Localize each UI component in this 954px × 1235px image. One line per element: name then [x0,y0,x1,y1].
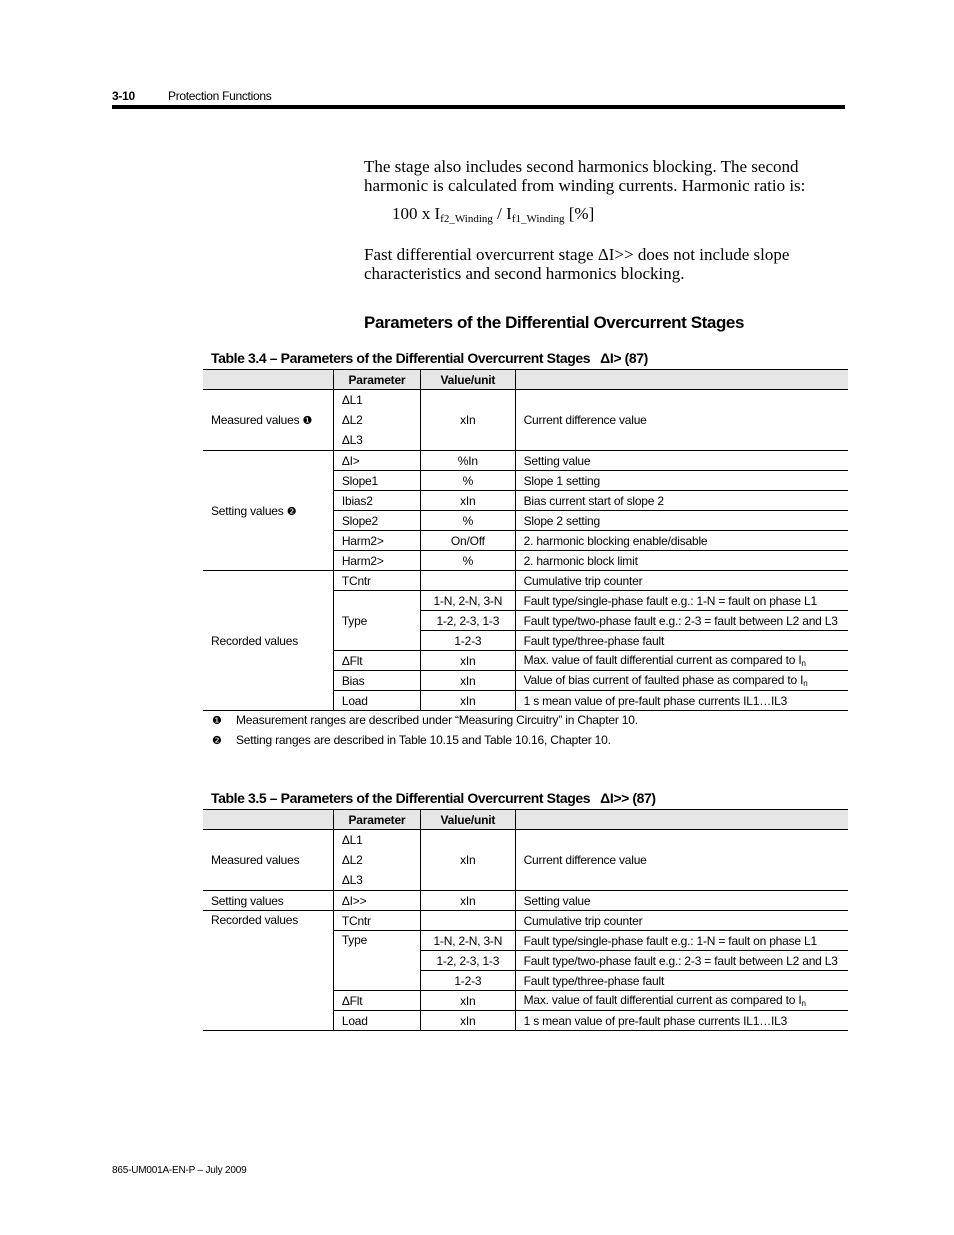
param-type: Type [333,591,420,651]
footnote-marker-2: ❷ [286,505,297,518]
paragraph-harmonics: The stage also includes second harmonics blocking. The second harmonic is calculated from winding currents. Harmonic ratio is: [364,157,806,195]
header-parameter: Parameter [333,810,420,830]
description-cell: Bias current start of slope 2 [515,491,848,511]
param-cell: TCntr [333,571,420,591]
description-cell: Cumulative trip counter [515,911,848,931]
unit-cell: xIn [421,651,516,671]
description-cell: Fault type/two-phase fault e.g.: 2-3 = fault between L2 and L3 [515,611,848,631]
table-header-row [203,370,848,390]
table-3-4 [203,369,848,711]
description-cell: 2. harmonic blocking enable/disable [515,531,848,551]
param-dl2: ΔL2 [341,853,363,867]
table-3-5-caption-text: Table 3.5 – Parameters of the Differential Overcurrent Stages [211,790,591,806]
param-dl2: ΔL2 [341,413,363,427]
header-description [515,810,848,830]
page-number: 3-10 [112,89,135,103]
table-3-5 [203,809,848,1031]
description-cell: Setting value [515,451,848,471]
param-cell: Load [333,1011,420,1031]
param-cell: ΔI>> [333,891,420,911]
paragraph-fast-stage: Fast differential overcurrent stage ΔI>> does not include slope characteristics and second harmonics blocking. [364,245,790,283]
measured-unit: xIn [421,830,516,891]
harmonic-ratio-formula [392,204,594,229]
unit-cell: xIn [421,491,516,511]
description-cell: Fault type/single-phase fault e.g.: 1-N = fault on phase L1 [515,931,848,951]
table-3-5-caption [211,790,656,806]
table-row [203,571,848,591]
param-dl1: ΔL1 [341,393,363,407]
formula-subscript-f1: f1_Winding [511,213,565,225]
table-3-4-caption-symbol: ΔI> (87) [600,350,648,366]
param-cell: Harm2> [333,531,420,551]
measured-description: Current difference value [515,390,848,451]
formula-prefix: 100 x I [392,204,441,223]
description-cell: Fault type/single-phase fault e.g.: 1-N = fault on phase L1 [515,591,848,611]
description-cell: 1 s mean value of pre-fault phase currents IL1…IL3 [515,691,848,711]
header-group [203,370,333,390]
measured-unit: xIn [421,390,516,451]
param-dl3: ΔL3 [341,873,363,887]
footnote-2-text: Setting ranges are described in Table 10.15 and Table 10.16, Chapter 10. [236,733,611,747]
param-cell: ΔFlt [333,991,420,1011]
table-header-row [203,810,848,830]
param-cell: Slope2 [333,511,420,531]
unit-cell: % [421,471,516,491]
group-recorded-values: Recorded values [203,911,333,1031]
formula-suffix: [%] [564,204,595,223]
description-cell: Cumulative trip counter [515,571,848,591]
unit-cell [421,911,516,931]
footnote-marker-1: ❶ [302,415,313,427]
param-dl1: ΔL1 [341,833,363,847]
table-row [203,911,848,931]
unit-cell: % [421,511,516,531]
param-type: Type [333,931,420,991]
unit-cell: 1-2, 2-3, 1-3 [421,951,516,971]
unit-cell: %In [421,451,516,471]
param-cell: Slope1 [333,471,420,491]
table-row [203,451,848,471]
unit-cell: 1-N, 2-N, 3-N [421,931,516,951]
table-3-4-caption [211,350,648,366]
header-parameter: Parameter [333,370,420,390]
table-3-4-caption-text: Table 3.4 – Parameters of the Differential Overcurrent Stages [211,350,591,366]
header-description [515,370,848,390]
unit-cell: % [421,551,516,571]
footnote-1-text: Measurement ranges are described under “Measuring Circuitry” in Chapter 10. [236,713,638,727]
formula-mid: / I [492,204,512,223]
formula-subscript-f2: f2_Winding [440,213,493,225]
unit-cell: 1-2-3 [421,971,516,991]
measured-params-cell [333,390,420,451]
section-heading: Parameters of the Differential Overcurrent Stages [364,313,745,332]
table-3-5-caption-symbol: ΔI>> (87) [600,790,656,806]
unit-cell [421,571,516,591]
description-cell: Max. value of fault differential current as compared to In [515,991,848,1011]
header-value-unit: Value/unit [421,370,516,390]
footnote-2-marker: ❷ [212,735,222,747]
param-cell: Harm2> [333,551,420,571]
unit-cell: xIn [421,991,516,1011]
description-cell: 2. harmonic block limit [515,551,848,571]
param-cell: Bias [333,671,420,691]
table-row [203,390,848,451]
param-cell: Load [333,691,420,711]
description-cell: Fault type/three-phase fault [515,631,848,651]
param-cell: Ibias2 [333,491,420,511]
description-cell: Max. value of fault differential current as compared to In [515,651,848,671]
footer-doc-id: 865-UM001A-EN-P – July 2009 [112,1165,247,1176]
param-cell: TCntr [333,911,420,931]
description-cell: Fault type/three-phase fault [515,971,848,991]
header-group [203,810,333,830]
group-measured-values: Measured values ❶ [203,390,333,451]
running-header-title: Protection Functions [168,89,272,103]
measured-description: Current difference value [515,830,848,891]
unit-cell: 1-2, 2-3, 1-3 [421,611,516,631]
footnote-1 [212,713,638,727]
unit-cell: xIn [421,891,516,911]
table-row [203,830,848,891]
group-measured-values: Measured values [203,830,333,891]
description-cell: Value of bias current of faulted phase as compared to In [515,671,848,691]
group-setting-values: Setting values [203,891,333,911]
description-cell: Slope 1 setting [515,471,848,491]
description-cell: Setting value [515,891,848,911]
unit-cell: On/Off [421,531,516,551]
description-cell: Fault type/two-phase fault e.g.: 2-3 = fault between L2 and L3 [515,951,848,971]
measured-params-cell [333,830,420,891]
unit-cell: 1-2-3 [421,631,516,651]
unit-cell: xIn [421,671,516,691]
unit-cell: xIn [421,691,516,711]
unit-cell: 1-N, 2-N, 3-N [421,591,516,611]
footnote-1-marker: ❶ [212,715,222,727]
param-cell: ΔI> [333,451,420,471]
footnote-2 [212,733,611,747]
param-cell: ΔFlt [333,651,420,671]
header-rule [112,105,845,109]
description-cell: 1 s mean value of pre-fault phase currents IL1…IL3 [515,1011,848,1031]
unit-cell: xIn [421,1011,516,1031]
description-cell: Slope 2 setting [515,511,848,531]
group-setting-values: Setting values ❷ [203,451,333,571]
header-value-unit: Value/unit [421,810,516,830]
table-row [203,891,848,911]
param-dl3: ΔL3 [341,433,363,447]
group-recorded-values: Recorded values [203,571,333,711]
